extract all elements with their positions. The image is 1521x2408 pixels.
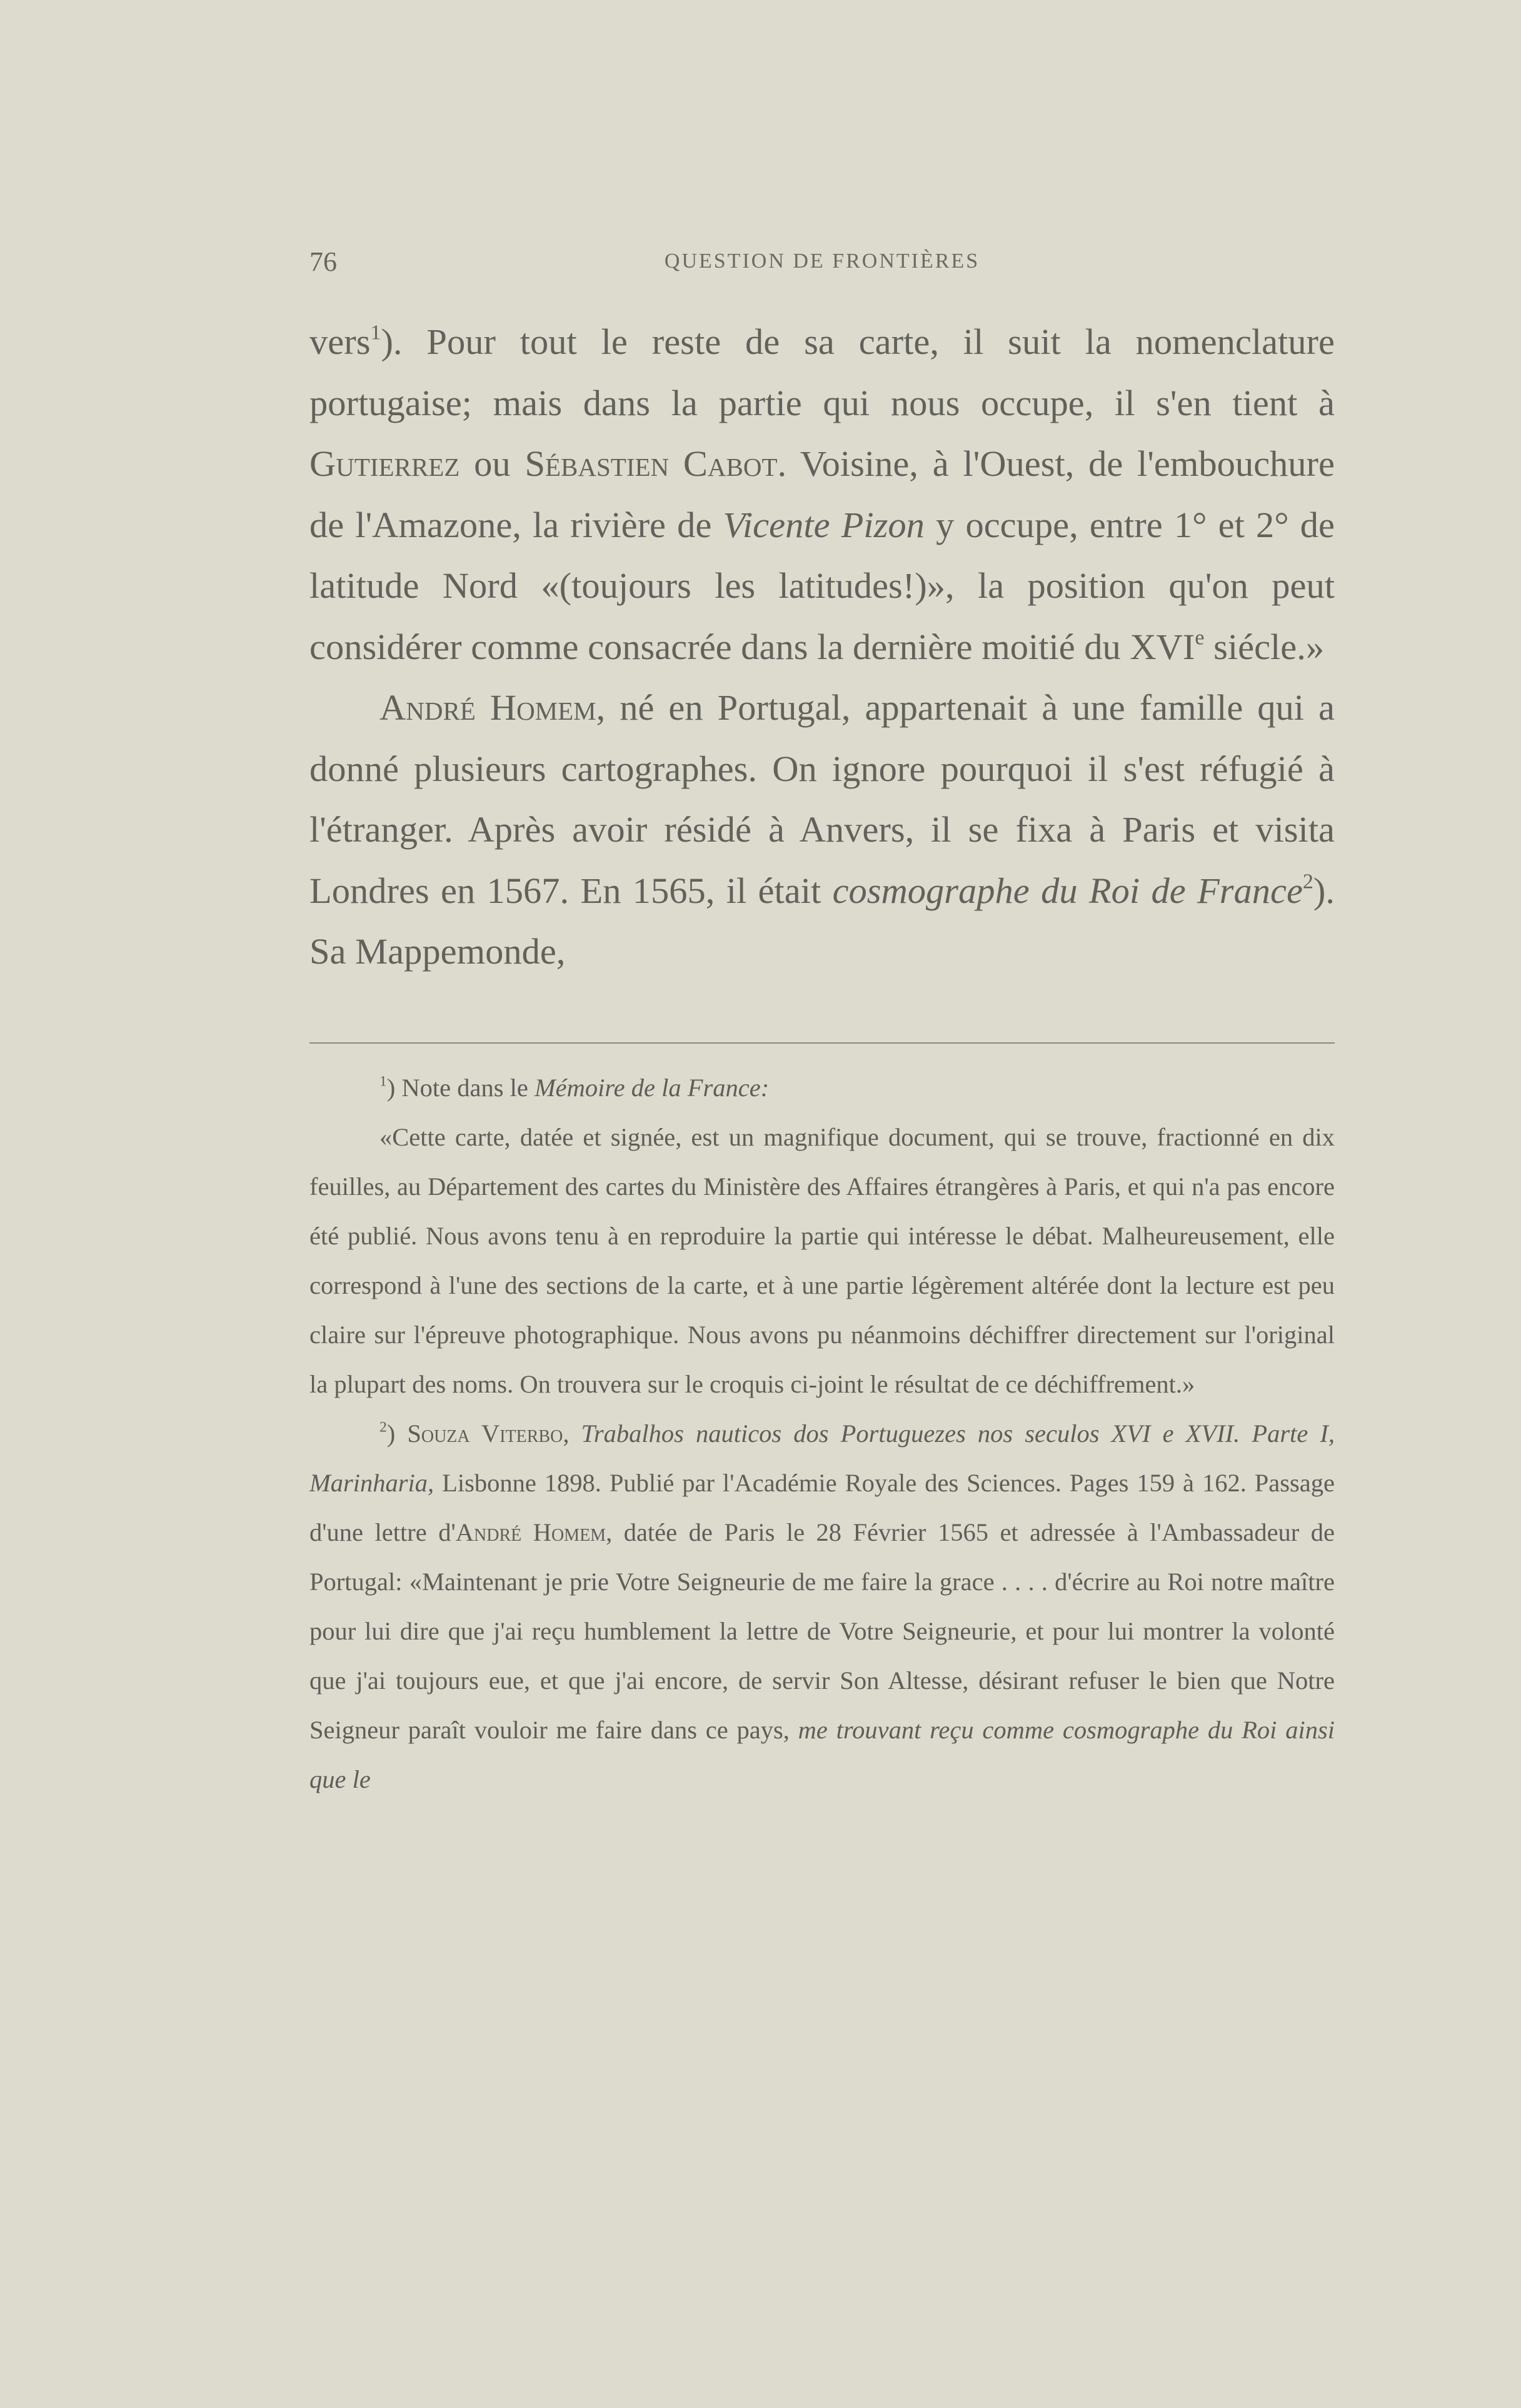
name-andre-homem-fn: André Homem <box>455 1518 606 1546</box>
name-gutierrez: Gutierrez <box>309 443 460 484</box>
main-text <box>309 311 1335 982</box>
footnote-2-book-title: Trabalhos nauticos dos Portuguezes nos seculos XVI e XVII. Parte I, Marinharia, <box>309 1419 1335 1497</box>
text-run: , <box>563 1419 581 1448</box>
name-cabot: Sébastien Cabot <box>525 443 778 484</box>
text-run: ). Sa Mappemonde, <box>309 870 1335 972</box>
footnote-ref-2: 2 <box>1302 869 1313 893</box>
footnote-1-number: 1 <box>379 1073 387 1090</box>
name-vicente-pizon: Vicente Pizon <box>723 504 925 545</box>
century-superscript: e <box>1195 625 1205 649</box>
paragraph-2 <box>309 677 1335 982</box>
cosmographe-title: cosmographe du Roi de France <box>832 870 1303 911</box>
footnote-2-number: 2 <box>379 1419 387 1436</box>
text-run: , né en Portugal, appartenait à une famille qui a donné plusieurs cartographes. On ignore pourquoi il s'est réfugié à l'étranger. Après avoir résidé à Anvers, il se fixa à Paris et visita Londres en 1567. En 1565, il était <box>309 687 1335 911</box>
text-run: ) Note dans le <box>386 1074 535 1102</box>
running-head: QUESTION DE FRONTIÈRES <box>664 249 980 273</box>
text-run: siécle.» <box>1204 626 1325 667</box>
footnote-1-text: «Cette carte, datée et signée, est un magnifique document, qui se trouve, fractionné en dix feuilles, au Département des cartes du Ministère des Affaires étrangères à Paris, et qui n'a pas encore été publié. Nous avons tenu à en reproduire la partie qui intéresse le débat. Malheureusement, elle correspond à l'une des sections de la carte, et à une partie légèrement altérée dont la lecture est peu claire sur l'épreuve photographique. Nous avons pu néanmoins déchiffrer directement sur l'original la plupart des noms. On trouvera sur le croquis ci-joint le résultat de ce déchiffrement.» <box>309 1123 1335 1398</box>
footnote-2 <box>309 1409 1335 1804</box>
name-andre-homem: André Homem <box>379 687 596 728</box>
footnotes <box>309 1063 1335 1804</box>
text-run: ) <box>386 1419 408 1448</box>
text-run: vers <box>309 321 371 362</box>
footnote-1-source: Mémoire de la France: <box>534 1074 770 1102</box>
page-header <box>309 246 1335 283</box>
paragraph-1 <box>309 311 1335 677</box>
text-run: ou <box>459 443 525 484</box>
page-number: 76 <box>309 246 337 277</box>
text-run: Lisbonne 1898. Publié par l'Académie Royale des Sciences. Pages 159 à 162. Passage d'une lettre d' <box>309 1469 1335 1546</box>
footnote-2-italic-quote: me trouvant reçu comme cosmographe du Roi ainsi que le <box>309 1716 1335 1793</box>
text-run: y occupe, entre 1° et 2° de latitude Nord «(toujours les latitudes!)», la position qu'on peut considérer comme consacrée dans la dernière moitié du XVI <box>309 504 1335 667</box>
footnote-1-heading <box>309 1063 1335 1112</box>
text-run: . Voisine, à l'Ouest, de l'embouchure de l'Amazone, la rivière de <box>309 443 1335 545</box>
footnote-ref-1: 1 <box>370 321 381 345</box>
text-run: ). Pour tout le reste de sa carte, il suit la nomenclature portugaise; mais dans la partie qui nous occupe, il s'en tient à <box>309 321 1335 423</box>
name-souza-viterbo: Souza Viterbo <box>407 1419 563 1448</box>
text-run: , datée de Paris le 28 Février 1565 et adressée à l'Ambassadeur de Portugal: «Maintenant je prie Votre Seigneurie de me faire la grace . . . . d'écrire au Roi notre maître pour lui dire que j'ai reçu humblement la lettre de Votre Seigneurie, et pour lui montrer la volonté que j'ai toujours eue, et que j'ai encore, de servir Son Altesse, désirant refuser le bien que Notre Seigneur paraît vouloir me faire dans ce pays, <box>309 1518 1335 1744</box>
footnote-divider <box>309 1042 1335 1044</box>
